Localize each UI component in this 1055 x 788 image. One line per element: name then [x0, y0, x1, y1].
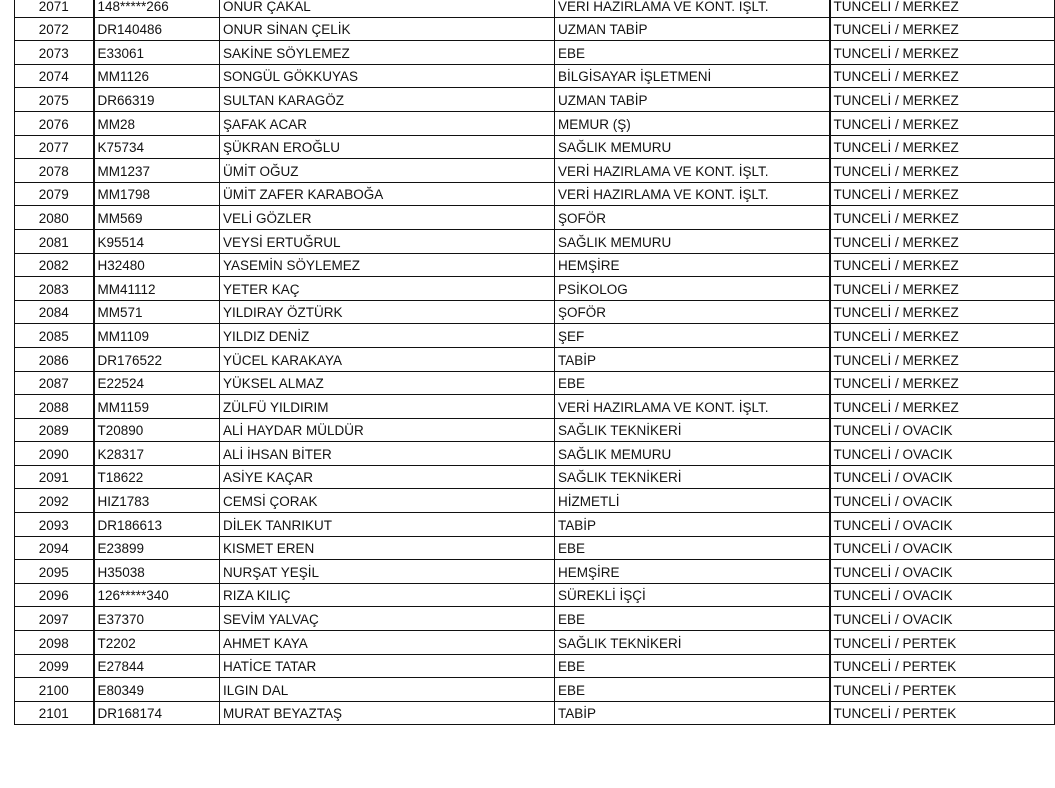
full-name-cell: HATİCE TATAR [220, 654, 555, 678]
table-row [15, 371, 1055, 395]
job-title-cell: TABİP [555, 347, 830, 371]
location-cell: TUNCELİ / MERKEZ [830, 347, 1055, 371]
location-cell: TUNCELİ / MERKEZ [830, 395, 1055, 419]
full-name-cell: NURŞAT YEŞİL [220, 560, 555, 584]
location-cell: TUNCELİ / OVACIK [830, 560, 1055, 584]
row-number-cell: 2083 [15, 277, 94, 301]
row-number-cell: 2094 [15, 536, 94, 560]
full-name-cell: SEVİM YALVAÇ [220, 607, 555, 631]
row-number-cell: 2087 [15, 371, 94, 395]
location-cell: TUNCELİ / OVACIK [830, 418, 1055, 442]
full-name-cell: ILGIN DAL [220, 678, 555, 702]
row-number-cell: 2085 [15, 324, 94, 348]
full-name-cell: SONGÜL GÖKKUYAS [220, 64, 555, 88]
location-cell: TUNCELİ / MERKEZ [830, 64, 1055, 88]
job-title-cell: SAĞLIK TEKNİKERİ [555, 465, 830, 489]
full-name-cell: YASEMİN SÖYLEMEZ [220, 253, 555, 277]
row-number-cell: 2098 [15, 631, 94, 655]
job-title-cell: SAĞLIK TEKNİKERİ [555, 418, 830, 442]
registry-id-cell: K95514 [94, 229, 220, 253]
registry-id-cell: MM1109 [94, 324, 220, 348]
full-name-cell: ÜMİT ZAFER KARABOĞA [220, 182, 555, 206]
full-name-cell: ONUR SİNAN ÇELİK [220, 17, 555, 41]
job-title-cell: ŞOFÖR [555, 206, 830, 230]
location-cell: TUNCELİ / MERKEZ [830, 371, 1055, 395]
job-title-cell: HİZMETLİ [555, 489, 830, 513]
row-number-cell: 2089 [15, 418, 94, 442]
table-row [15, 583, 1055, 607]
registry-id-cell: DR176522 [94, 347, 220, 371]
table-row [15, 300, 1055, 324]
full-name-cell: YÜKSEL ALMAZ [220, 371, 555, 395]
registry-id-cell: 148*****266 [94, 0, 220, 17]
registry-id-cell: MM1126 [94, 64, 220, 88]
table-row [15, 88, 1055, 112]
registry-id-cell: E23899 [94, 536, 220, 560]
registry-id-cell: DR66319 [94, 88, 220, 112]
registry-id-cell: HIZ1783 [94, 489, 220, 513]
registry-id-cell: T2202 [94, 631, 220, 655]
full-name-cell: ASİYE KAÇAR [220, 465, 555, 489]
row-number-cell: 2075 [15, 88, 94, 112]
location-cell: TUNCELİ / MERKEZ [830, 206, 1055, 230]
full-name-cell: VELİ GÖZLER [220, 206, 555, 230]
row-number-cell: 2078 [15, 159, 94, 183]
location-cell: TUNCELİ / MERKEZ [830, 111, 1055, 135]
row-number-cell: 2093 [15, 513, 94, 537]
registry-id-cell: 126*****340 [94, 583, 220, 607]
table-row [15, 442, 1055, 466]
table-row [15, 229, 1055, 253]
registry-id-cell: E37370 [94, 607, 220, 631]
table-row [15, 0, 1055, 17]
row-number-cell: 2099 [15, 654, 94, 678]
full-name-cell: ALİ İHSAN BİTER [220, 442, 555, 466]
row-number-cell: 2071 [15, 0, 94, 17]
job-title-cell: EBE [555, 654, 830, 678]
job-title-cell: EBE [555, 536, 830, 560]
location-cell: TUNCELİ / OVACIK [830, 465, 1055, 489]
job-title-cell: SAĞLIK MEMURU [555, 229, 830, 253]
job-title-cell: BİLGİSAYAR İŞLETMENİ [555, 64, 830, 88]
location-cell: TUNCELİ / MERKEZ [830, 41, 1055, 65]
location-cell: TUNCELİ / MERKEZ [830, 253, 1055, 277]
job-title-cell: EBE [555, 371, 830, 395]
job-title-cell: UZMAN TABİP [555, 17, 830, 41]
row-number-cell: 2077 [15, 135, 94, 159]
location-cell: TUNCELİ / MERKEZ [830, 159, 1055, 183]
registry-id-cell: T20890 [94, 418, 220, 442]
registry-id-cell: MM28 [94, 111, 220, 135]
full-name-cell: YILDIZ DENİZ [220, 324, 555, 348]
registry-id-cell: H35038 [94, 560, 220, 584]
registry-id-cell: H32480 [94, 253, 220, 277]
location-cell: TUNCELİ / PERTEK [830, 701, 1055, 725]
table-row [15, 654, 1055, 678]
job-title-cell: EBE [555, 41, 830, 65]
registry-id-cell: DR168174 [94, 701, 220, 725]
full-name-cell: ÜMİT OĞUZ [220, 159, 555, 183]
full-name-cell: MURAT BEYAZTAŞ [220, 701, 555, 725]
full-name-cell: SAKİNE SÖYLEMEZ [220, 41, 555, 65]
registry-id-cell: MM41112 [94, 277, 220, 301]
table-row [15, 465, 1055, 489]
location-cell: TUNCELİ / MERKEZ [830, 277, 1055, 301]
table-row [15, 206, 1055, 230]
table-row [15, 17, 1055, 41]
staff-list-table [14, 0, 1055, 725]
row-number-cell: 2092 [15, 489, 94, 513]
row-number-cell: 2096 [15, 583, 94, 607]
staff-list-body [15, 0, 1055, 725]
location-cell: TUNCELİ / PERTEK [830, 631, 1055, 655]
table-row [15, 701, 1055, 725]
row-number-cell: 2095 [15, 560, 94, 584]
registry-id-cell: MM1237 [94, 159, 220, 183]
location-cell: TUNCELİ / OVACIK [830, 489, 1055, 513]
full-name-cell: CEMSİ ÇORAK [220, 489, 555, 513]
job-title-cell: UZMAN TABİP [555, 88, 830, 112]
table-row [15, 513, 1055, 537]
registry-id-cell: T18622 [94, 465, 220, 489]
job-title-cell: EBE [555, 678, 830, 702]
job-title-cell: HEMŞİRE [555, 560, 830, 584]
table-row [15, 347, 1055, 371]
location-cell: TUNCELİ / OVACIK [830, 536, 1055, 560]
table-row [15, 607, 1055, 631]
full-name-cell: SULTAN KARAGÖZ [220, 88, 555, 112]
row-number-cell: 2076 [15, 111, 94, 135]
table-row [15, 395, 1055, 419]
registry-id-cell: E22524 [94, 371, 220, 395]
row-number-cell: 2081 [15, 229, 94, 253]
job-title-cell: HEMŞİRE [555, 253, 830, 277]
location-cell: TUNCELİ / PERTEK [830, 654, 1055, 678]
row-number-cell: 2073 [15, 41, 94, 65]
row-number-cell: 2080 [15, 206, 94, 230]
full-name-cell: ZÜLFÜ YILDIRIM [220, 395, 555, 419]
table-row [15, 418, 1055, 442]
full-name-cell: ALİ HAYDAR MÜLDÜR [220, 418, 555, 442]
row-number-cell: 2084 [15, 300, 94, 324]
table-row [15, 536, 1055, 560]
job-title-cell: SAĞLIK MEMURU [555, 135, 830, 159]
row-number-cell: 2074 [15, 64, 94, 88]
table-row [15, 560, 1055, 584]
job-title-cell: VERİ HAZIRLAMA VE KONT. İŞLT. [555, 395, 830, 419]
location-cell: TUNCELİ / PERTEK [830, 678, 1055, 702]
table-row [15, 64, 1055, 88]
full-name-cell: KISMET EREN [220, 536, 555, 560]
registry-id-cell: MM571 [94, 300, 220, 324]
registry-id-cell: MM1798 [94, 182, 220, 206]
full-name-cell: ONUR ÇAKAL [220, 0, 555, 17]
job-title-cell: ŞOFÖR [555, 300, 830, 324]
location-cell: TUNCELİ / OVACIK [830, 442, 1055, 466]
full-name-cell: YILDIRAY ÖZTÜRK [220, 300, 555, 324]
full-name-cell: AHMET KAYA [220, 631, 555, 655]
job-title-cell: TABİP [555, 701, 830, 725]
full-name-cell: ŞAFAK ACAR [220, 111, 555, 135]
job-title-cell: SÜREKLİ İŞÇİ [555, 583, 830, 607]
job-title-cell: MEMUR (Ş) [555, 111, 830, 135]
full-name-cell: RIZA KILIÇ [220, 583, 555, 607]
full-name-cell: VEYSİ ERTUĞRUL [220, 229, 555, 253]
registry-id-cell: MM569 [94, 206, 220, 230]
location-cell: TUNCELİ / MERKEZ [830, 135, 1055, 159]
row-number-cell: 2088 [15, 395, 94, 419]
row-number-cell: 2090 [15, 442, 94, 466]
location-cell: TUNCELİ / MERKEZ [830, 182, 1055, 206]
location-cell: TUNCELİ / MERKEZ [830, 0, 1055, 17]
job-title-cell: SAĞLIK MEMURU [555, 442, 830, 466]
row-number-cell: 2100 [15, 678, 94, 702]
location-cell: TUNCELİ / MERKEZ [830, 17, 1055, 41]
registry-id-cell: MM1159 [94, 395, 220, 419]
table-row [15, 111, 1055, 135]
table-row [15, 41, 1055, 65]
job-title-cell: VERİ HAZIRLAMA VE KONT. İŞLT. [555, 159, 830, 183]
job-title-cell: ŞEF [555, 324, 830, 348]
job-title-cell: PSİKOLOG [555, 277, 830, 301]
row-number-cell: 2101 [15, 701, 94, 725]
table-row [15, 489, 1055, 513]
full-name-cell: YETER KAÇ [220, 277, 555, 301]
row-number-cell: 2079 [15, 182, 94, 206]
registry-id-cell: E33061 [94, 41, 220, 65]
table-row [15, 253, 1055, 277]
location-cell: TUNCELİ / MERKEZ [830, 300, 1055, 324]
job-title-cell: TABİP [555, 513, 830, 537]
row-number-cell: 2097 [15, 607, 94, 631]
table-row [15, 324, 1055, 348]
location-cell: TUNCELİ / MERKEZ [830, 229, 1055, 253]
row-number-cell: 2072 [15, 17, 94, 41]
job-title-cell: VERİ HAZIRLAMA VE KONT. İŞLT. [555, 0, 830, 17]
job-title-cell: EBE [555, 607, 830, 631]
row-number-cell: 2086 [15, 347, 94, 371]
row-number-cell: 2082 [15, 253, 94, 277]
row-number-cell: 2091 [15, 465, 94, 489]
location-cell: TUNCELİ / OVACIK [830, 607, 1055, 631]
registry-id-cell: E27844 [94, 654, 220, 678]
location-cell: TUNCELİ / MERKEZ [830, 88, 1055, 112]
job-title-cell: SAĞLIK TEKNİKERİ [555, 631, 830, 655]
table-row [15, 631, 1055, 655]
location-cell: TUNCELİ / OVACIK [830, 583, 1055, 607]
registry-id-cell: E80349 [94, 678, 220, 702]
registry-id-cell: K75734 [94, 135, 220, 159]
full-name-cell: YÜCEL KARAKAYA [220, 347, 555, 371]
table-row [15, 678, 1055, 702]
registry-id-cell: DR186613 [94, 513, 220, 537]
location-cell: TUNCELİ / MERKEZ [830, 324, 1055, 348]
table-row [15, 159, 1055, 183]
table-row [15, 182, 1055, 206]
location-cell: TUNCELİ / OVACIK [830, 513, 1055, 537]
registry-id-cell: K28317 [94, 442, 220, 466]
table-row [15, 135, 1055, 159]
job-title-cell: VERİ HAZIRLAMA VE KONT. İŞLT. [555, 182, 830, 206]
registry-id-cell: DR140486 [94, 17, 220, 41]
table-row [15, 277, 1055, 301]
full-name-cell: ŞÜKRAN EROĞLU [220, 135, 555, 159]
full-name-cell: DİLEK TANRIKUT [220, 513, 555, 537]
